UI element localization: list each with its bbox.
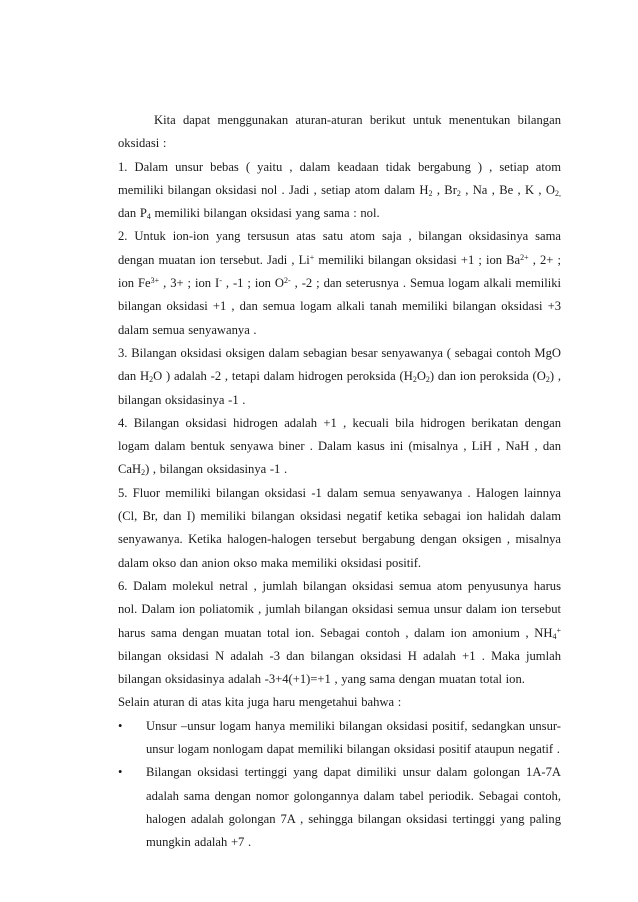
rule-1-paragraph (118, 156, 561, 226)
rule-1-text: 1. Dalam unsur bebas ( yaitu , dalam keadaan tidak bergabung ) , setiap atom memiliki bilangan oksidasi nol . Jadi , setiap atom dalam H (118, 159, 561, 197)
rule-1-text: , Br (432, 182, 457, 197)
subscript: 2, (555, 188, 561, 198)
rule-2-text: , 3+ ; ion I (159, 276, 220, 291)
list-item-text: Bilangan oksidasi tertinggi yang dapat dimiliki unsur dalam golongan 1A-7A adalah sama dengan nomor golongannya dalam tabel periodik. Sebagai contoh, halogen adalah golongan 7A , sehingga bilangan oksidasi tertinggi yang paling mungkin adalah +7 . (146, 765, 561, 850)
rule-2-text: , -1 ; ion O (221, 276, 284, 291)
rule-2-text: memiliki bilangan oksidasi +1 ; ion Ba (314, 252, 521, 267)
list-item-text: Unsur –unsur logam hanya memiliki bilangan oksidasi positif, sedangkan unsur-unsur logam nonlogam dapat memiliki bilangan oksidasi positif ataupun negatif . (146, 718, 561, 757)
rule-6-paragraph (118, 575, 561, 691)
rule-1-text: dan P (118, 206, 147, 221)
rule-4-text: 4. Bilangan oksidasi hidrogen adalah +1 , kecuali bila hidrogen berikatan dengan logam dalam bentuk senyawa biner . Dalam kasus ini (misalnya , LiH , NaH , dan CaH (118, 415, 561, 477)
subscript: 2 (428, 188, 433, 198)
superscript: 2- (284, 276, 291, 286)
rule-6-text: 6. Dalam molekul netral , jumlah bilangan oksidasi semua atom penyusunya harus nol. Dalam ion poliatomik , jumlah bilangan oksidasi semua unsur dalam ion tersebut harus sama dengan muatan total ion. Sebagai contoh , dalam ion amonium , NH (118, 578, 561, 640)
subscript: 2 (425, 375, 430, 385)
rule-3-text: O ) adalah -2 , tetapi dalam hidrogen peroksida (H (153, 369, 413, 384)
rule-3-text: ) dan ion peroksida (O (429, 369, 546, 384)
rule-3-text: O (416, 369, 426, 384)
subscript: 2 (149, 375, 154, 385)
subscript: 4 (552, 631, 557, 641)
document-body (118, 109, 561, 855)
subscript: 2 (456, 188, 461, 198)
rule-5-paragraph: 5. Fluor memiliki bilangan oksidasi -1 dalam semua senyawanya . Halogen lainnya (Cl, Br, dan I) memiliki bilangan oksidasi negatif ketika sebagai ion halidah dalam senyawanya. Ketika halogen-halogen tersebut bergabung dengan oksigen , misalnya dalam okso dan anion okso maka memiliki oksidasi positif. (118, 485, 561, 570)
rule-3-text: ) , bilangan oksidasinya -1 . (118, 369, 561, 407)
superscript: + (309, 252, 315, 262)
rule-1-text: memiliki bilangan oksidasi yang sama : nol. (150, 206, 380, 221)
rule-4-text: ) , bilangan oksidasinya -1 . (145, 462, 288, 477)
rule-2-text: 2. Untuk ion-ion yang tersusun atas satu atom saja , bilangan oksidasinya sama dengan muatan ion tersebut. Jadi , Li (118, 229, 561, 267)
closing-paragraph: Selain aturan di atas kita juga haru mengetahui bahwa : (118, 695, 402, 710)
rule-2-text: , 2+ ; ion Fe (118, 252, 562, 291)
superscript: 2+ (520, 252, 529, 262)
list-item (118, 715, 561, 762)
rule-3-paragraph (118, 342, 561, 412)
subscript: 2 (412, 375, 417, 385)
rule-2-text: , -2 ; dan seterusnya . Semua logam alkali memiliki bilangan oksidasi +1 , dan semua logam alkali tanah memiliki bilangan oksidasi +3 dalam semua senyawanya . (118, 276, 561, 337)
subscript: 2 (141, 468, 146, 478)
intro-paragraph: Kita dapat menggunakan aturan-aturan berikut untuk menentukan bilangan oksidasi : (118, 113, 561, 151)
superscript: + (556, 625, 561, 635)
bullet-icon: • (118, 718, 123, 733)
rule-2-paragraph (118, 225, 561, 341)
rule-4-paragraph (118, 412, 561, 482)
list-item (118, 761, 561, 854)
rule-6-text: bilangan oksidasi N adalah -3 dan bilangan oksidasi H adalah +1 . Maka jumlah bilangan oksidasinya adalah -3+4(+1)=+1 , yang sama dengan muatan total ion. (118, 648, 561, 687)
rule-1-text: , Na , Be , K , O (460, 182, 555, 197)
subscript: 4 (146, 212, 151, 222)
bullet-icon: • (118, 765, 123, 780)
superscript: - (219, 276, 222, 286)
superscript: 3+ (150, 276, 160, 286)
rule-3-text: 3. Bilangan oksidasi oksigen dalam sebagian besar senyawanya ( sebagai contoh MgO dan H (118, 345, 561, 384)
subscript: 2 (545, 375, 550, 385)
